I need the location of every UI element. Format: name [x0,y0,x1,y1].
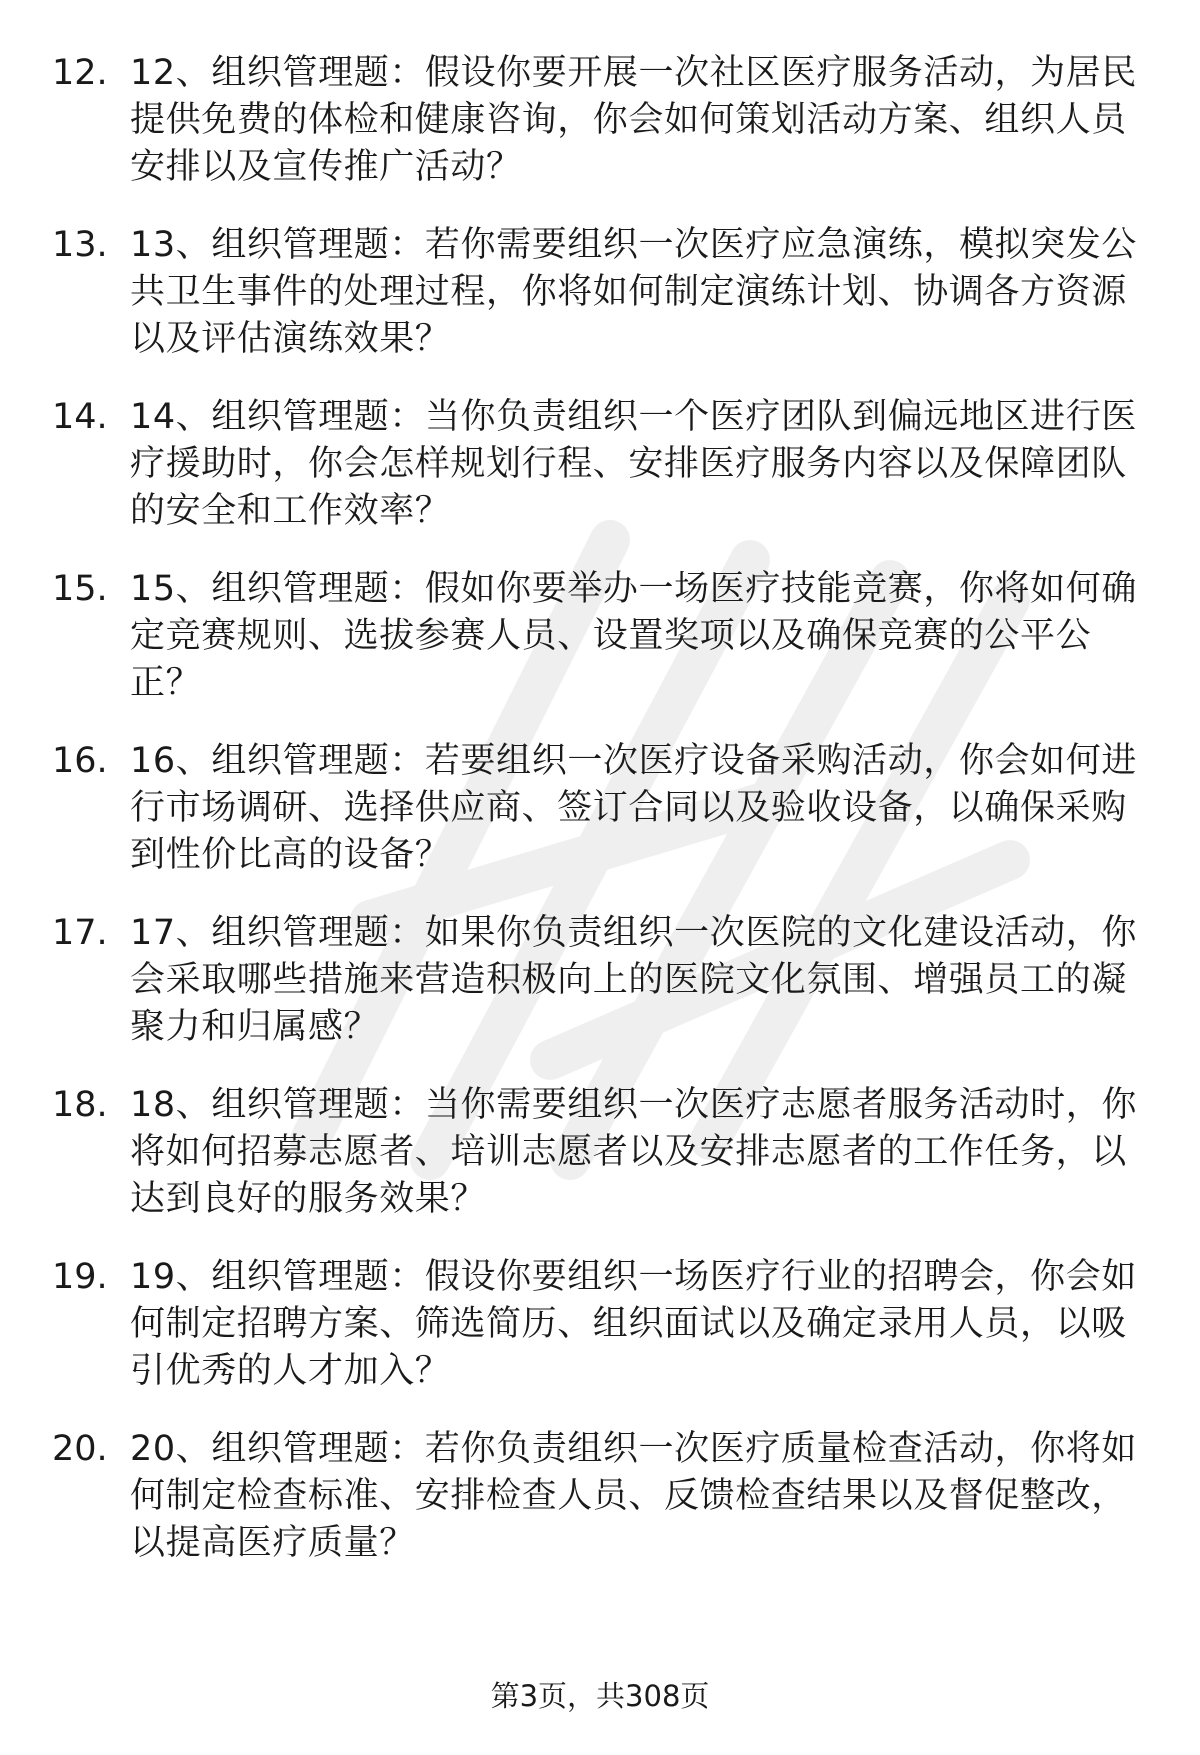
list-item [0,910,1140,1051]
question-text: 19、组织管理题：假设你要组织一场医疗行业的招聘会，你会如何制定招聘方案、筛选简历、组织面试以及确定录用人员，以吸引优秀的人才加入？ [130,1257,1137,1391]
question-text: 12、组织管理题：假设你要开展一次社区医疗服务活动，为居民提供免费的体检和健康咨询，你会如何策划活动方案、组织人员安排以及宣传推广活动？ [130,53,1137,187]
question-text: 17、组织管理题：如果你负责组织一次医院的文化建设活动，你会采取哪些措施来营造积极向上的医院文化氛围、增强员工的凝聚力和归属感？ [130,913,1137,1047]
question-number: 20. [52,1429,108,1469]
page-footer [0,1676,1200,1716]
question-number: 14. [52,397,108,437]
page-number-label: 第3页，共308页 [490,1679,710,1713]
list-item [0,1082,1140,1223]
question-number: 15. [52,569,108,609]
question-text: 20、组织管理题：若你负责组织一次医疗质量检查活动，你将如何制定检查标准、安排检查人员、反馈检查结果以及督促整改，以提高医疗质量？ [130,1429,1137,1563]
list-item [0,1426,1140,1567]
list-item [0,50,1140,191]
question-number: 16. [52,741,108,781]
question-text: 16、组织管理题：若要组织一次医疗设备采购活动，你会如何进行市场调研、选择供应商、签订合同以及验收设备，以确保采购到性价比高的设备？ [130,741,1137,875]
list-item [0,222,1140,363]
question-number: 12. [52,53,108,93]
question-text: 14、组织管理题：当你负责组织一个医疗团队到偏远地区进行医疗援助时，你会怎样规划行程、安排医疗服务内容以及保障团队的安全和工作效率？ [130,397,1137,531]
list-item [0,566,1140,707]
question-number: 13. [52,225,108,265]
list-item [0,394,1140,535]
question-number: 17. [52,913,108,953]
question-text: 15、组织管理题：假如你要举办一场医疗技能竞赛，你将如何确定竞赛规则、选拔参赛人员、设置奖项以及确保竞赛的公平公正？ [130,569,1137,703]
question-text: 13、组织管理题：若你需要组织一次医疗应急演练，模拟突发公共卫生事件的处理过程，你将如何制定演练计划、协调各方资源以及评估演练效果？ [130,225,1137,359]
question-number: 19. [52,1257,108,1297]
question-list [0,50,1200,1598]
question-number: 18. [52,1085,108,1125]
list-item [0,738,1140,879]
list-item [0,1254,1140,1395]
question-text: 18、组织管理题：当你需要组织一次医疗志愿者服务活动时，你将如何招募志愿者、培训志愿者以及安排志愿者的工作任务，以达到良好的服务效果？ [130,1085,1137,1219]
